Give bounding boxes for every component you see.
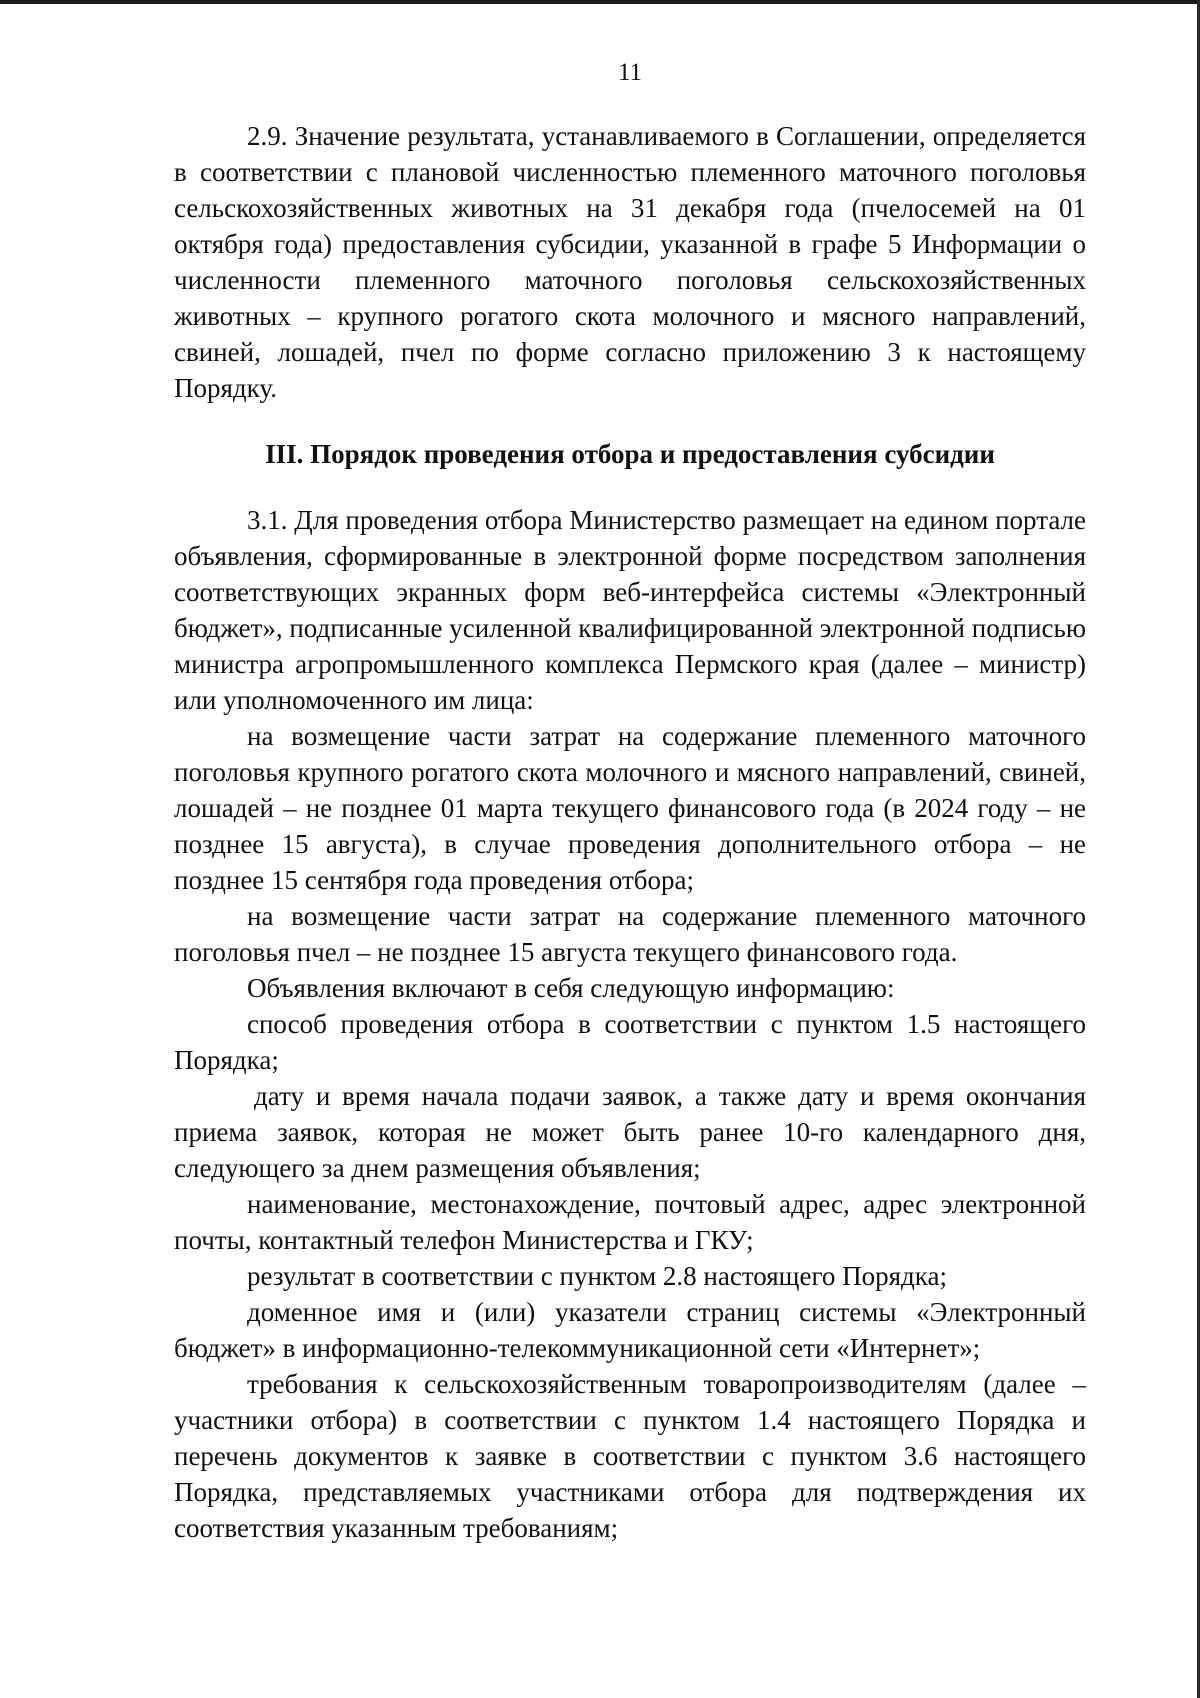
paragraph-contacts: наименование, местонахождение, почтовый адрес, адрес электронной почты, контактный телефон Министерства и ГКУ;	[174, 1189, 1086, 1255]
paragraph-application-dates: дату и время начала подачи заявок, а также дату и время окончания приема заявок, которая не может быть ранее 10-го календарного дня, следующего за днем размещения объявления;	[174, 1081, 1086, 1183]
paragraph-bees-deadline: на возмещение части затрат на содержание племенного маточного поголовья пчел – не позднее 15 августа текущего финансового года.	[174, 901, 1086, 967]
section-heading: III. Порядок проведения отбора и предоставления субсидии	[265, 439, 995, 469]
paragraph-livestock-deadline: на возмещение части затрат на содержание племенного маточного поголовья крупного рогатого скота молочного и мясного направлений, свиней, лошадей – не позднее 01 марта текущего финансового года (в 2024 году – не позднее 15 августа), в случае проведения дополнительного отбора – не позднее 15 сентября года проведения отбора;	[174, 721, 1086, 895]
scan-edge-top	[0, 0, 1200, 4]
page-number: 11	[617, 59, 643, 86]
document-body	[174, 118, 1086, 1546]
paragraph-3-1: 3.1. Для проведения отбора Министерство размещает на едином портале объявления, сформированные в электронной форме посредством заполнения соответствующих экранных форм веб-интерфейса системы «Электронный бюджет», подписанные усиленной квалифицированной электронной подписью министра агропромышленного комплекса Пермского края (далее – министр) или уполномоченного им лица:	[174, 505, 1087, 715]
paragraph-selection-method: способ проведения отбора в соответствии с пунктом 1.5 настоящего Порядка;	[174, 1009, 1086, 1075]
paragraph-announcement-info: Объявления включают в себя следующую информацию:	[247, 973, 895, 1003]
paragraph-result: результат в соответствии с пунктом 2.8 настоящего Порядка;	[247, 1261, 947, 1291]
paragraph-2-9: 2.9. Значение результата, устанавливаемого в Соглашении, определяется в соответствии с плановой численностью племенного маточного поголовья сельскохозяйственных животных на 31 декабря года (пчелосемей на 01 октября года) предоставления субсидии, указанной в графе 5 Информации о численности племенного маточного поголовья сельскохозяйственных животных – крупного рогатого скота молочного и мясного направлений, свиней, лошадей, пчел по форме согласно приложению 3 к настоящему Порядку.	[174, 121, 1086, 403]
paragraph-domain-name: доменное имя и (или) указатели страниц системы «Электронный бюджет» в информационно-телекоммуникационной сети «Интернет»;	[174, 1297, 1086, 1363]
paragraph-requirements: требования к сельскохозяйственным товаропроизводителям (далее – участники отбора) в соответствии с пунктом 1.4 настоящего Порядка и перечень документов к заявке в соответствии с пунктом 3.6 настоящего Порядка, представляемых участниками отбора для подтверждения их соответствия указанным требованиям;	[174, 1369, 1086, 1543]
